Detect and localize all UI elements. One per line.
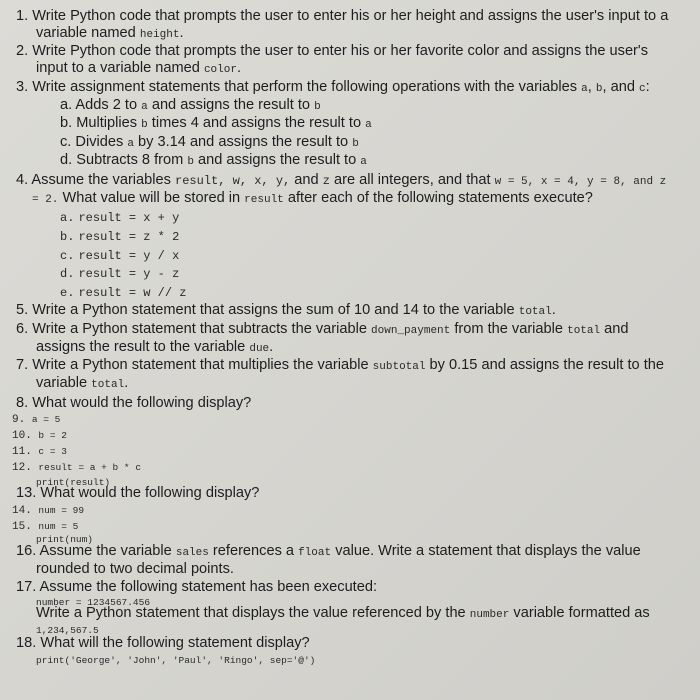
code-type: float: [298, 547, 332, 559]
question-text: variable: [36, 375, 88, 391]
item-text: and assigns the result to: [198, 152, 357, 168]
code-variable: b: [352, 138, 359, 150]
question-2-line-1: [16, 43, 648, 60]
line-number: 10.: [12, 430, 32, 442]
item-letter: b.: [60, 115, 73, 131]
line-number: 12.: [12, 462, 32, 474]
question-number: 8.: [16, 395, 29, 411]
question-text: Write a Python statement that assigns the sum of 10 and 14 to the variable: [32, 302, 515, 318]
code-statement: c = 3: [38, 446, 67, 457]
question-text: Assume the following statement has been executed:: [39, 579, 378, 595]
code-value: = 2.: [32, 194, 59, 206]
question-text: value. Write a statement that displays the value: [335, 543, 641, 559]
line-number: 14.: [12, 505, 32, 517]
code-variable: total: [567, 325, 601, 337]
code-variable: subtotal: [372, 361, 426, 373]
code-variable: total: [91, 379, 125, 391]
code-variables: result, w, x, y,: [175, 174, 291, 188]
line-number: 11.: [12, 446, 32, 458]
question-text: What will the following statement display?: [40, 635, 310, 651]
question-16-line-2: [36, 561, 234, 578]
question-3-item: [60, 134, 359, 153]
question-4-item: [60, 228, 179, 246]
punctuation: , and: [602, 79, 635, 95]
line-number: 15.: [12, 521, 32, 533]
question-number: 5.: [16, 302, 29, 318]
item-text: Divides: [75, 134, 124, 150]
question-13-line-1: [16, 485, 259, 502]
code-variable: a: [141, 101, 148, 113]
item-letter: e.: [60, 286, 75, 300]
question-text: variable named: [36, 25, 136, 41]
punctuation: .: [551, 302, 556, 318]
question-3-item: [60, 97, 321, 116]
question-3-item: [60, 152, 367, 171]
code-variable: a: [127, 138, 134, 150]
code-statement: result = x + y: [78, 211, 180, 225]
question-text: input to a variable named: [36, 60, 200, 76]
question-4-item: [60, 209, 179, 227]
code-variable: sales: [175, 547, 209, 559]
question-text: Write Python code that prompts the user to enter his or her favorite color and assigns the user's: [32, 43, 649, 59]
question-text: Write assignment statements that perform the following operations with the variables: [32, 79, 578, 95]
question-4-item: [60, 284, 187, 302]
question-text: Write a Python statement that displays the value referenced by the: [36, 605, 466, 621]
code-variable: a: [360, 156, 367, 168]
question-2-line-2: [36, 60, 241, 79]
question-text: What would the following display?: [40, 485, 260, 501]
question-text: are all integers, and that: [333, 172, 491, 188]
format-example: 1,234,567.5: [36, 625, 99, 636]
item-letter: c.: [60, 134, 72, 150]
item-letter: d.: [60, 152, 73, 168]
question-7-line-2: [36, 375, 128, 394]
question-text: assigns the result to the variable: [36, 339, 246, 355]
question-number: 1.: [16, 8, 29, 24]
question-number: 4.: [16, 172, 29, 188]
item-letter: c.: [60, 249, 75, 263]
code-variable: b: [187, 156, 194, 168]
question-16-line-1: [16, 543, 641, 562]
code-variable: a: [365, 119, 372, 131]
code-statement: b = 2: [38, 430, 67, 441]
item-text: and assigns the result to: [151, 97, 311, 113]
question-text: rounded to two decimal points.: [36, 561, 234, 577]
item-text: by 3.14 and assigns the result to: [138, 134, 349, 150]
code-variable: b: [141, 119, 148, 131]
question-text: Assume the variables: [31, 172, 171, 188]
punctuation: .: [124, 375, 129, 391]
question-number: 3.: [16, 79, 29, 95]
question-6-line-1: [16, 321, 629, 340]
question-number: 13.: [16, 485, 37, 501]
question-number: 2.: [16, 43, 29, 59]
question-text: What would the following display?: [32, 395, 252, 411]
item-text: Subtracts 8 from: [76, 152, 184, 168]
question-text: Write a Python statement that multiplies the variable: [32, 357, 369, 373]
question-4-item: [60, 265, 179, 283]
question-4-line-1: [16, 172, 666, 191]
code-statement: result = a + b * c: [38, 462, 142, 473]
question-text: by 0.15 and assigns the result to the: [429, 357, 665, 373]
code-variable: due: [249, 343, 270, 355]
item-text: Adds 2 to: [75, 97, 138, 113]
code-variable: down_payment: [371, 325, 451, 337]
question-number: 7.: [16, 357, 29, 373]
code-statement: a = 5: [31, 414, 61, 425]
question-4-item: [60, 247, 179, 265]
question-number: 6.: [16, 321, 29, 337]
code-variable: c: [639, 83, 646, 95]
question-3-line-1: [16, 79, 650, 98]
code-statement: num = 99: [38, 505, 85, 516]
question-text: Assume the variable: [39, 543, 172, 559]
punctuation: :: [645, 79, 650, 95]
code-variable: total: [518, 306, 552, 318]
code-print-line: print(num): [36, 534, 94, 545]
question-text: Write Python code that prompts the user to enter his or her height and assigns the user's input to a: [32, 8, 669, 24]
question-number: 17.: [16, 579, 37, 595]
code-statement: print('George', 'John', 'Paul', 'Ringo', sep='@'): [36, 655, 316, 666]
item-letter: a.: [60, 211, 75, 225]
question-text: variable formatted as: [513, 605, 650, 621]
punctuation: .: [269, 339, 274, 355]
question-8-line-1: [16, 395, 251, 412]
code-variable: color: [203, 64, 237, 76]
question-text: references a: [212, 543, 295, 559]
question-text: and: [604, 321, 629, 337]
code-variable: b: [314, 101, 321, 113]
question-text: and: [294, 172, 319, 188]
code-statement: result = y - z: [78, 267, 180, 281]
punctuation: .: [236, 60, 242, 76]
code-variable: result: [244, 194, 284, 206]
question-17-line-2: [36, 605, 650, 624]
code-variable: z: [322, 174, 330, 188]
question-4-line-2: [32, 190, 593, 209]
line-number: 9.: [12, 414, 26, 426]
code-statement: num = 5: [38, 521, 79, 532]
question-18-line-1: [16, 635, 310, 652]
question-1-line-1: [16, 8, 668, 25]
code-values: w = 5, x = 4, y = 8, and z: [494, 176, 667, 188]
item-letter: a.: [60, 97, 73, 113]
code-variable: b: [595, 83, 603, 95]
item-text: times 4 and assigns the result to: [151, 115, 362, 131]
code-statement: result = w // z: [78, 286, 187, 300]
question-number: 18.: [16, 635, 37, 651]
code-variable: number: [469, 609, 510, 621]
code-statement: result = y / x: [78, 249, 180, 263]
question-6-line-2: [36, 339, 273, 358]
question-text: from the variable: [454, 321, 564, 337]
question-5-line-1: [16, 302, 556, 321]
item-letter: d.: [60, 267, 75, 281]
question-text: Write a Python statement that subtracts the variable: [32, 321, 367, 337]
punctuation: .: [179, 25, 184, 41]
code-variable: a: [581, 83, 588, 95]
question-number: 16.: [16, 543, 37, 559]
punctuation: ,: [587, 79, 592, 95]
question-7-line-1: [16, 357, 664, 376]
item-letter: b.: [60, 230, 75, 244]
code-variable: height: [139, 29, 180, 41]
question-text: after each of the following statements execute?: [287, 190, 593, 206]
item-text: Multiplies: [76, 115, 138, 131]
question-1-line-2: [36, 25, 184, 44]
code-statement: number = 1234567.456: [36, 597, 151, 608]
code-print-line: print(result): [36, 477, 111, 488]
question-3-item: [60, 115, 372, 134]
code-statement: result = z * 2: [78, 230, 180, 244]
question-text: What value will be stored in: [62, 190, 241, 206]
